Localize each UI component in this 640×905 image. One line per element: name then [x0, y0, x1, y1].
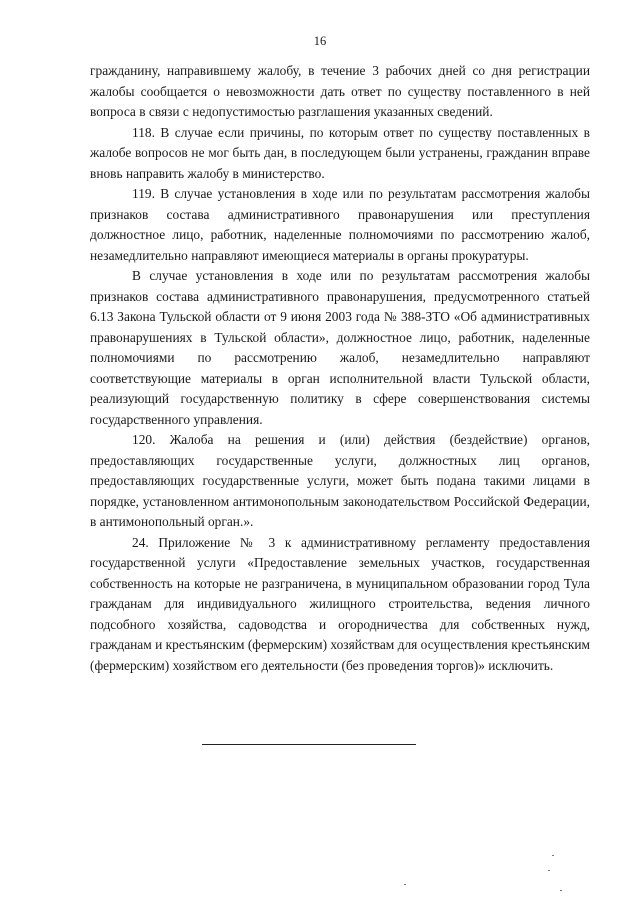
scan-speck [404, 884, 406, 885]
paragraph-120: 120. Жалоба на решения и (или) действия (бездействие) органов, предоставляющих государственные услуги, должностных лиц органов, предоставляющих государственные услуги, может быть подана такими лицами в порядке, установленном антимонопольным законодательством Российской Федерации, в антимонопольный орган.». [90, 432, 590, 529]
scan-speck [548, 870, 550, 871]
scan-speck [552, 855, 554, 856]
page-number: 16 [313, 34, 327, 48]
document-body [90, 61, 590, 676]
paragraph-continuation: гражданину, направившему жалобу, в течение 3 рабочих дней со дня регистрации жалобы сообщается о невозможности дать ответ по существу поставленного в ней вопроса в связи с недопустимостью разглашения указанных сведений. [90, 63, 590, 119]
paragraph-119-continued: В случае установления в ходе или по результатам рассмотрения жалобы признаков состава административного правонарушения, предусмотренного статьей 6.13 Закона Тульской области от 9 июня 2003 года № 388-ЗТО «Об административных правонарушениях в Тульской области», должностное лицо, работник, наделенные полномочиями по рассмотрению жалоб, незамедлительно направляют соответствующие материалы в орган исполнительной власти Тульской области, реализующий государственную политику в сфере совершенствования системы государственного управления. [90, 268, 590, 427]
paragraph-24: 24. Приложение № 3 к административному регламенту предоставления государственной услуги «Предоставление земельных участков, государственная собственность на которые не разграничена, в муниципальном образовании город Тула гражданам для индивидуального жилищного строительства, ведения личного подсобного хозяйства, садоводства и огородничества для собственных нужд, гражданам и крестьянским (фермерским) хозяйствам для осуществления крестьянским (фермерским) хозяйством его деятельности (без проведения торгов)» исключить. [90, 534, 590, 673]
scan-speck [560, 890, 562, 891]
paragraph-119: 119. В случае установления в ходе или по результатам рассмотрения жалобы признаков состава административного правонарушения или преступления должностное лицо, работник, наделенные полномочиями по рассмотрению жалоб, незамедлительно направляют имеющиеся материалы в органы прокуратуры. [90, 186, 590, 263]
paragraph-118: 118. В случае если причины, по которым ответ по существу поставленных в жалобе вопросов не мог быть дан, в последующем были устранены, гражданин вправе вновь направить жалобу в министерство. [90, 124, 590, 181]
closing-rule [202, 744, 416, 745]
